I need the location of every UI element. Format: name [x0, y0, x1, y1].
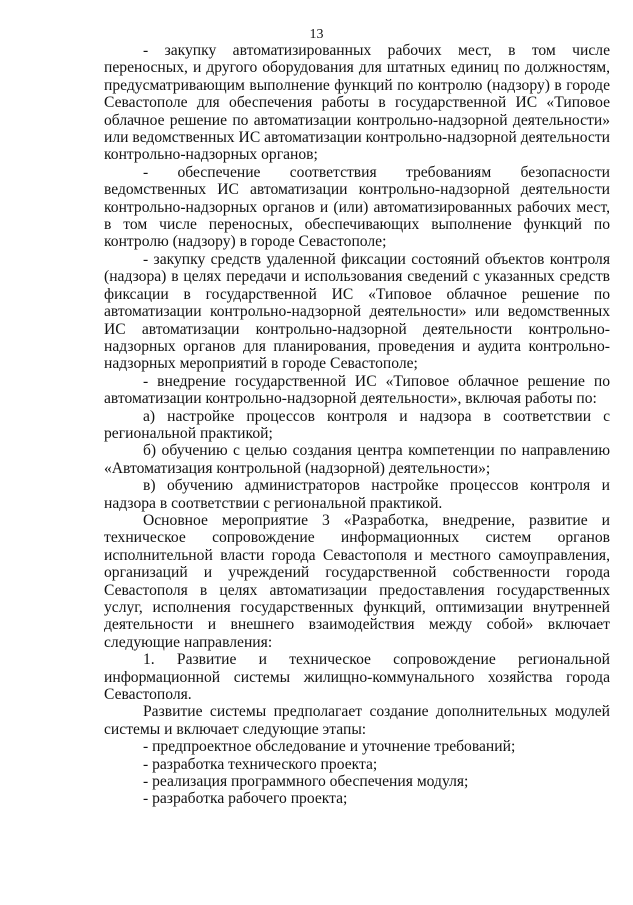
- document-body: [104, 42, 610, 808]
- list-item-software-implementation: - реализация программного обеспечения модуля;: [143, 773, 469, 791]
- paragraph-workstations-procurement: - закупку автоматизированных рабочих мест, в том числе переносных, и другого оборудования для штатных единиц по должностям, предусматривающим выполнение функций по контролю (надзору) в городе Севастополе для обеспечения работы в государственной ИС «Типовое облачное решение по автоматизации контрольно-надзорной деятельности» или ведомственных ИС автоматизации контрольно-надзорной деятельности контрольно-надзорных органов;: [104, 42, 610, 164]
- paragraph-numbered-item-1: 1. Развитие и техническое сопровождение региональной информационной системы жилищно-коммунального хозяйства города Севастополя.: [104, 651, 610, 704]
- paragraph-subitem-c: в) обучению администраторов настройке процессов контроля и надзора в соответствии с региональной практикой.: [104, 477, 610, 512]
- list-item-technical-project: - разработка технического проекта;: [143, 755, 378, 773]
- list-item-pre-project-survey: - предпроектное обследование и уточнение требований;: [143, 738, 516, 756]
- paragraph-subitem-b: б) обучению с целью создания центра компетенции по направлению «Автоматизация контрольной (надзорной) деятельности»;: [104, 442, 610, 477]
- page-number: 13: [309, 27, 324, 42]
- paragraph-subitem-a: а) настройке процессов контроля и надзора в соответствии с региональной практикой;: [104, 407, 610, 442]
- paragraph-implementation: - внедрение государственной ИС «Типовое облачное решение по автоматизации контрольно-надзорной деятельности», включая работы по:: [104, 372, 610, 408]
- paragraph-remote-fixation-procurement: - закупку средств удаленной фиксации состояний объектов контроля (надзора) в целях передачи и использования сведений с указанных средств фиксации в государственной ИС «Типовое облачное решение по автоматизации контрольно-надзорной деятельности» или ведомственных ИС автоматизации контрольно-надзорной деятельности контрольно-надзорных органов для планирования, проведения и аудита контрольно-надзорных мероприятий в городе Севастополе;: [104, 250, 610, 373]
- list-item-working-project: - разработка рабочего проекта;: [143, 790, 348, 808]
- paragraph-system-development: Развитие системы предполагает создание дополнительных модулей системы и включает следующие этапы:: [104, 703, 610, 738]
- paragraph-security-compliance: - обеспечение соответствия требованиям безопасности ведомственных ИС автоматизации контрольно-надзорной деятельности контрольно-надзорных органов и (или) автоматизированных рабочих мест, в том числе переносных, обеспечивающих выполнение функций по контролю (надзору) в городе Севастополе;: [104, 163, 610, 251]
- paragraph-main-activity-3: Основное мероприятие 3 «Разработка, внедрение, развитие и техническое сопровождение информационных систем органов исполнительной власти города Севастополя и местного самоуправления, организаций и учреждений государственной собственности города Севастополя в целях автоматизации предоставления государственных услуг, исполнения государственных функций, оптимизации внутренней деятельности и внешнего взаимодействия между собой» включает следующие направления:: [104, 511, 610, 651]
